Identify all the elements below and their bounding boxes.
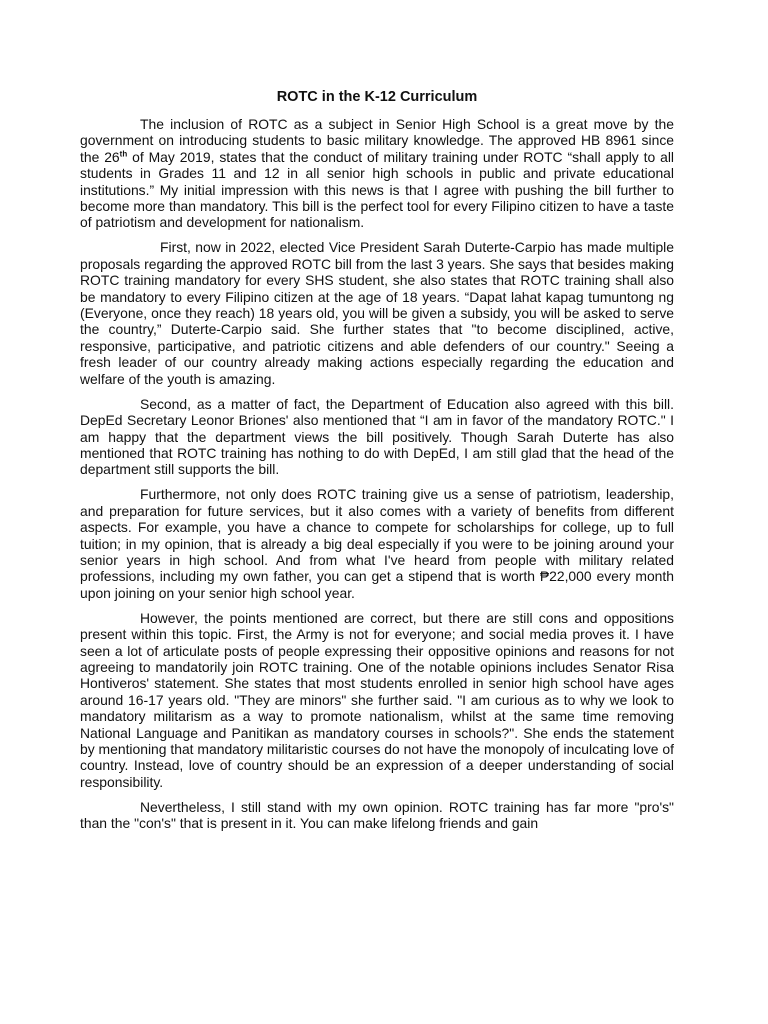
paragraph-introduction: [80, 116, 674, 231]
paragraph-text-part: of May 2019, states that the conduct of military training under ROTC “shall apply to all students in Grades 11 and 12 in all senior high schools in public and private educational institutions.” My initial impression with this news is that I agree with pushing the bill further to become more than mandatory. This bill is the perfect tool for every Filipino citizen to have a taste of patriotism and development for nationalism.: [80, 148, 675, 231]
paragraph-text-part: The inclusion of ROTC as a subject in Senior High School is a great move by the government on introducing students to basic military knowledge. The approved HB 8961 since the 26: [80, 116, 674, 165]
document-body: [80, 88, 674, 840]
paragraph-first: First, now in 2022, elected Vice President Sarah Duterte-Carpio has made multiple proposals regarding the approved ROTC bill from the last 3 years. She says that besides making ROTC training mandatory for every SHS student, she also states that ROTC training shall also be mandatory to every Filipino citizen at the age of 18 years. “Dapat lahat kapag tumuntong ng (Everyone, once they reach) 18 years old, you will be given a subsidy, you will be asked to serve the country,” Duterte-Carpio said. She further states that "to become disciplined, active, responsive, participative, and patriotic citizens and able defenders of our country." Seeing a fresh leader of our country already making actions especially regarding the education and welfare of the youth is amazing.: [80, 239, 674, 387]
paragraph-second: Second, as a matter of fact, the Department of Education also agreed with this bill. DepEd Secretary Leonor Briones' also mentioned that “I am in favor of the mandatory ROTC." I am happy that the department views the bill positively. Though Sarah Duterte has also mentioned that ROTC training has nothing to do with DepEd, I am still glad that the head of the department still supports the bill.: [80, 395, 674, 478]
paragraph-nevertheless: Nevertheless, I still stand with my own opinion. ROTC training has far more "pro's" than the "con's" that is present in it. You can make lifelong friends and gain: [80, 798, 674, 832]
paragraph-furthermore: Furthermore, not only does ROTC training give us a sense of patriotism, leadership, and preparation for future services, but it also comes with a variety of benefits from different aspects. For example, you have a chance to compete for scholarships for college, up to full tuition; in my opinion, that is already a big deal especially if you were to be joining around your senior years in high school. And from what I've heard from people with military related professions, including my own father, you can get a stipend that is worth ₱22,000 every month upon joining on your senior high school year.: [80, 486, 674, 601]
ordinal-superscript: th: [119, 149, 128, 159]
document-title: ROTC in the K-12 Curriculum: [276, 89, 478, 105]
paragraph-however: However, the points mentioned are correct, but there are still cons and oppositions present within this topic. First, the Army is not for everyone; and social media proves it. I have seen a lot of articulate posts of people expressing their oppositive opinions and reasons for not agreeing to mandatorily join ROTC training. One of the notable opinions includes Senator Risa Hontiveros' statement. She states that most students enrolled in senior high school have ages around 16-17 years old. "They are minors" she further said. "I am curious as to why we look to mandatory militarism as a way to promote nationalism, whilst at the same time removing National Language and Panitikan as mandatory courses in schools?". She ends the statement by mentioning that mandatory militaristic courses do not have the monopoly of inculcating love of country. Instead, love of country should be an expression of a deeper understanding of social responsibility.: [80, 609, 674, 790]
